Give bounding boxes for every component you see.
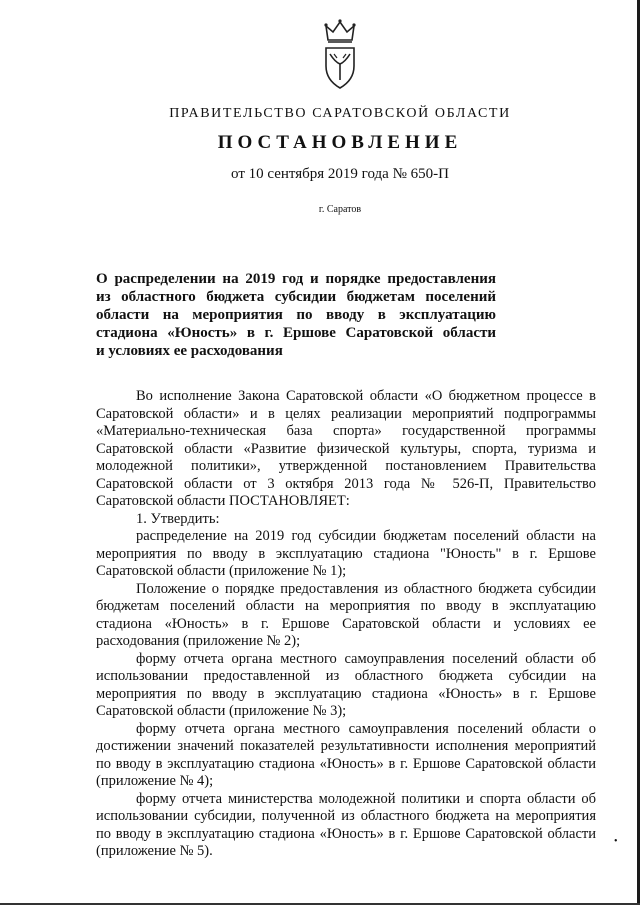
subject-line: стадиона «Юность» в г. Ершове Саратовской области [96, 325, 496, 341]
list-item: форму отчета министерства молодежной политики и спорта области об использовании субсидии, полученной из областного бюджета на мероприятия по вводу в эксплуатацию стадиона «Юность» в г. Ершове Саратовской области (приложение № 5). [96, 790, 596, 859]
subject-line: и условиях ее расходования [96, 343, 283, 359]
city: г. Саратов [318, 204, 362, 215]
document-subject [96, 270, 496, 360]
government-name: ПРАВИТЕЛЬСТВО САРАТОВСКОЙ ОБЛАСТИ [169, 106, 511, 121]
subject-line: области на мероприятия по вводу в эксплуатацию [96, 307, 496, 323]
list-item: распределение на 2019 год субсидии бюджетам поселений области на мероприятия по вводу в эксплуатацию стадиона "Юность" в г. Ершове Саратовской области (приложение № 1); [96, 528, 596, 579]
list-item: форму отчета органа местного самоуправления поселений области о достижении значений показателей результативности исполнения мероприятий по вводу в эксплуатацию стадиона «Юность» в г. Ершове Саратовской области (приложение № 4); [96, 720, 596, 789]
margin-mark: • [614, 836, 618, 847]
item-heading: 1. Утвердить: [136, 510, 220, 527]
preamble-paragraph: Во исполнение Закона Саратовской области «О бюджетном процессе в Саратовской области» и в целях реализации мероприятий подпрограммы «Материально-техническая база спорта» государственной программы Саратовской области «Развитие физической культуры, спорта, туризма и молодежной политики», утвержденной постановлением Правительства Саратовской области от 3 октября 2013 года № 526-П, Правительство Саратовской области ПОСТАНОВЛЯЕТ: [96, 388, 596, 509]
date-number: от 10 сентября 2019 года № 650-П [231, 166, 449, 182]
document-body [96, 388, 596, 861]
list-item: форму отчета органа местного самоуправления поселений области об использовании предоставленной из областного бюджета субсидии на мероприятия по вводу в эксплуатацию стадиона «Юность» в г. Ершове Саратовской области (приложение № 3); [96, 650, 596, 719]
document-type: ПОСТАНОВЛЕНИЕ [217, 132, 463, 153]
coat-of-arms-emblem [318, 18, 362, 90]
list-item: Положение о порядке предоставления из областного бюджета субсидии бюджетам поселений области на мероприятия по вводу в эксплуатацию стадиона «Юность» в г. Ершове Саратовской области и условиях ее расходования (приложение № 2); [96, 580, 596, 649]
subject-line: из областного бюджета субсидии бюджетам поселений [96, 289, 496, 305]
subject-line: О распределении на 2019 год и порядке предоставления [96, 271, 496, 287]
